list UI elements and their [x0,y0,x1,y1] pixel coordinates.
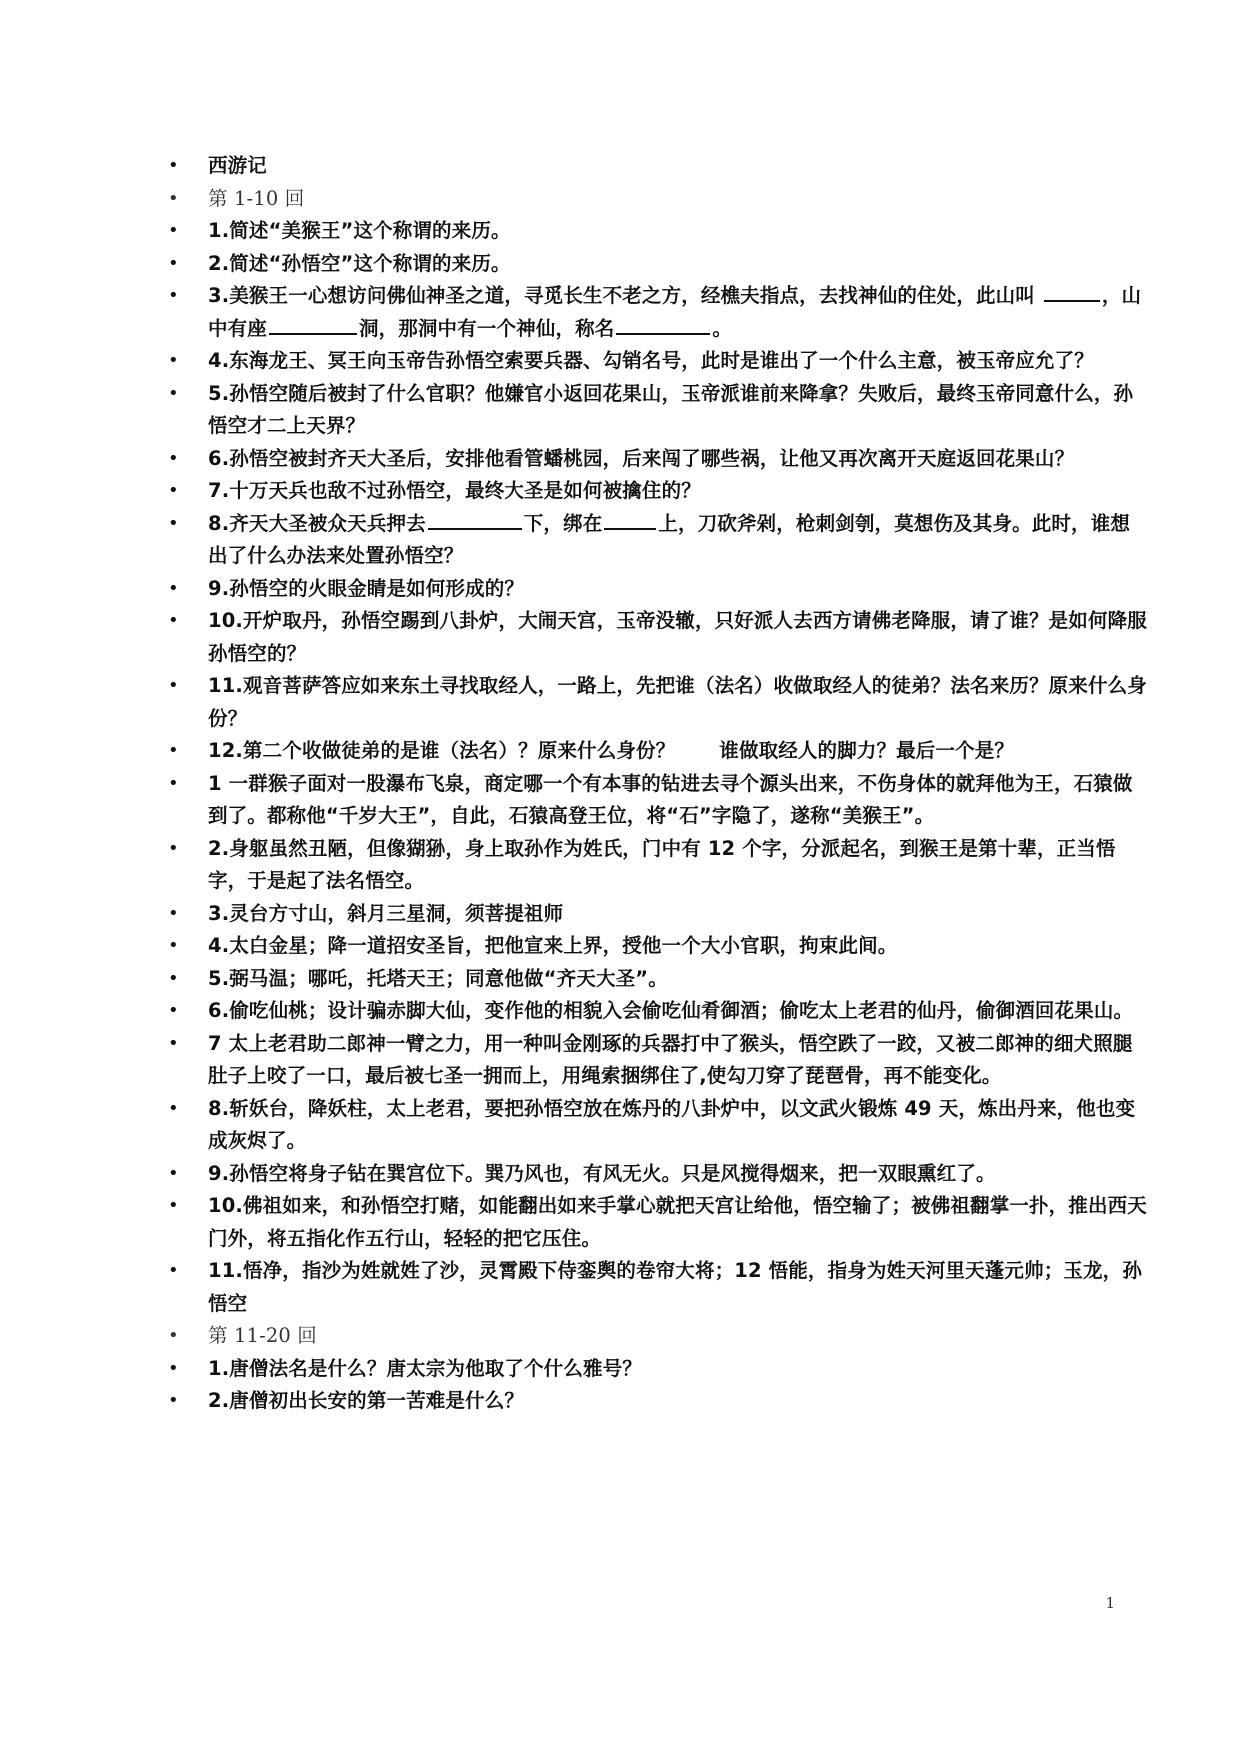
answer-8: • 8.斩妖台，降妖柱，太上老君，要把孙悟空放在炼丹的八卦炉中，以文武火锻炼 49 天，炼出丹来，他也变成灰烬了。 [168,1093,1148,1158]
book-title: • 西游记 [168,150,1148,183]
answer-10: • 10.佛祖如来，和孙悟空打赌，如能翻出如来手掌心就把天宫让给他，悟空输了；被佛祖翻掌一扑，推出西天门外，将五指化作五行山，轻轻的把它压住。 [168,1190,1148,1255]
question-8-text-c: 上，刀砍斧剁，枪刺剑刳，莫想伤及其身。此时，谁想出了什么办法来处置孙悟空？ [208,511,1130,567]
fill-blank [604,508,656,530]
question-4: • 4.东海龙王、冥王向玉帝告孙悟空索要兵器、勾销名号，此时是谁出了一个什么主意，被玉帝应允了？ [168,345,1148,378]
answer-5: • 5.弼马温；哪吒，托塔天王；同意他做“齐天大圣”。 [168,963,1148,996]
answer-1: • 1 一群猴子面对一股瀑布飞泉，商定哪一个有本事的钻进去寻个源头出来，不伤身体的就拜他为王，石猿做到了。都称他“千岁大王”，自此，石猿高登王位，将“石”字隐了，遂称“美猴王”。 [168,768,1148,833]
question-3-text-d: 。 [712,316,733,340]
fill-blank [616,313,710,335]
page-number: 1 [1105,1594,1115,1612]
section-heading-1-10: • 第 1-10 回 [168,183,1148,216]
question-8-text-a: 8.齐天大圣被众天兵押去 [208,511,426,535]
bullet-list [168,150,1148,1418]
question-12 [168,735,1148,768]
section2-question-1: • 1.唐僧法名是什么？唐太宗为他取了个什么雅号？ [168,1353,1148,1386]
fill-blank [428,508,522,530]
answer-6: • 6.偷吃仙桃；设计骗赤脚大仙，变作他的相貌入会偷吃仙肴御酒；偷吃太上老君的仙丹，偷御酒回花果山。 [168,995,1148,1028]
question-5: • 5.孙悟空随后被封了什么官职？他嫌官小返回花果山，玉帝派谁前来降拿？失败后，最终玉帝同意什么，孙悟空才二上天界？ [168,378,1148,443]
question-9: • 9.孙悟空的火眼金睛是如何形成的？ [168,573,1148,606]
question-11: • 11.观音菩萨答应如来东土寻找取经人，一路上，先把谁（法名）收做取经人的徒弟？法名来历？原来什么身份？ [168,670,1148,735]
question-3 [168,280,1148,345]
question-1: • 1.简述“美猴王”这个称谓的来历。 [168,215,1148,248]
answer-9: • 9.孙悟空将身子钻在巽宫位下。巽乃风也，有风无火。只是风搅得烟来，把一双眼熏红了。 [168,1158,1148,1191]
fill-blank [1044,280,1100,302]
question-3-text-b: ，山中有座 [208,284,1142,340]
question-2: • 2.简述“孙悟空”这个称谓的来历。 [168,248,1148,281]
section2-question-2: • 2.唐僧初出长安的第一苦难是什么？ [168,1385,1148,1418]
question-10: • 10.开炉取丹，孙悟空踢到八卦炉，大闹天宫，玉帝没辙，只好派人去西方请佛老降服，请了谁？是如何降服孙悟空的？ [168,605,1148,670]
question-8 [168,508,1148,573]
answer-11: • 11.悟净，指沙为姓就姓了沙，灵霄殿下侍銮舆的卷帘大将；12 悟能，指身为姓天河里天蓬元帅；玉龙，孙悟空 [168,1255,1148,1320]
answer-2: • 2.身躯虽然丑陋，但像猢狲，身上取孙作为姓氏，门中有 12 个字，分派起名，到猴王是第十辈，正当悟字，于是起了法名悟空。 [168,833,1148,898]
section-heading-11-20: • 第 11-20 回 [168,1320,1148,1353]
question-3-text-a: 3.美猴王一心想访问佛仙神圣之道，寻觅长生不老之方，经樵夫指点，去找神仙的住处，此山叫 [208,284,1042,307]
question-7: • 7.十万天兵也敌不过孙悟空，最终大圣是如何被擒住的？ [168,475,1148,508]
fill-blank [269,313,357,335]
question-6: • 6.孙悟空被封齐天大圣后，安排他看管蟠桃园，后来闯了哪些祸，让他又再次离开天庭返回花果山？ [168,443,1148,476]
answer-7: • 7 太上老君助二郎神一臂之力，用一种叫金刚琢的兵器打中了猴头，悟空跌了一跤，又被二郎神的细犬照腿肚子上咬了一口，最后被七圣一拥而上，用绳索捆绑住了,使勾刀穿了琵琶骨，再不能变化。 [168,1028,1148,1093]
question-12-text-b: 谁做取经人的脚力？最后一个是？ [719,739,1015,762]
question-8-text-b: 下，绑在 [523,511,603,535]
question-3-text-c: 洞，那洞中有一个神仙，称名 [358,316,615,340]
answer-3: • 3.灵台方寸山，斜月三星洞，须菩提祖师 [168,898,1148,931]
question-12-text-a: 12.第二个收做徒弟的是谁（法名）？原来什么身份？ [208,739,676,762]
answer-4: • 4.太白金星；降一道招安圣旨，把他宣来上界，授他一个大小官职，拘束此间。 [168,930,1148,963]
